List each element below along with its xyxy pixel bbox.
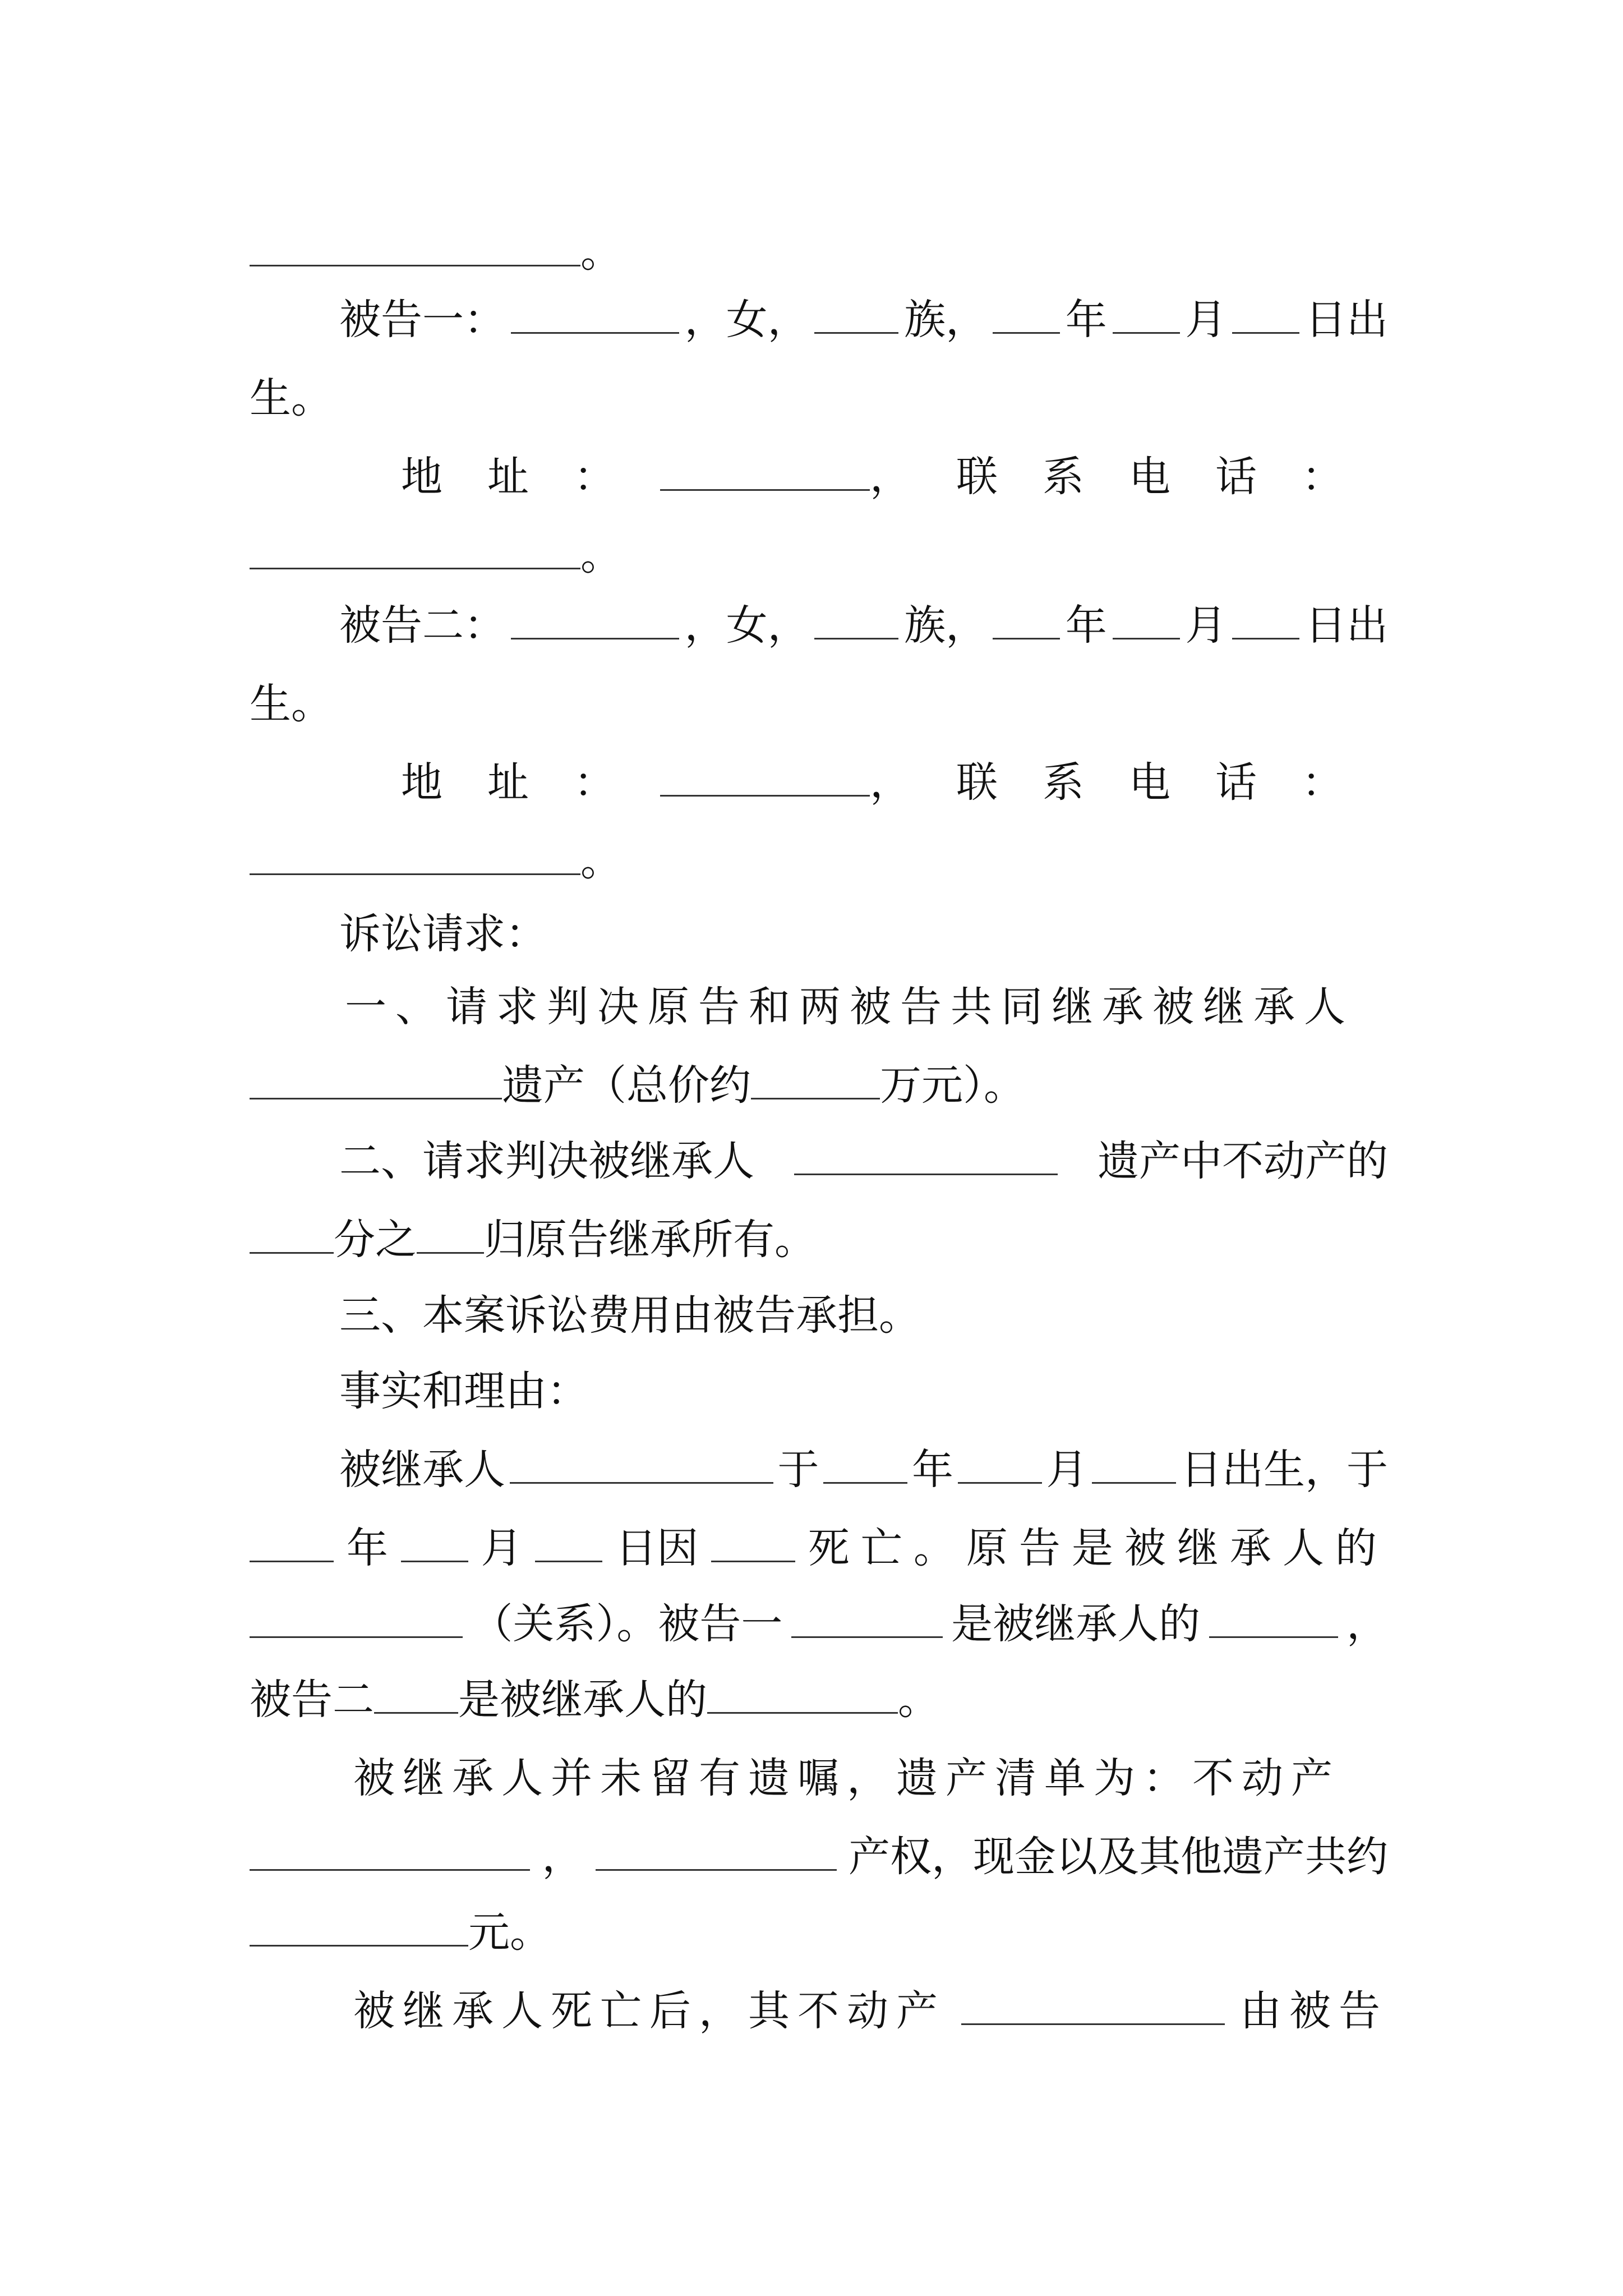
blank xyxy=(250,1899,468,1947)
line-4 xyxy=(401,443,1388,510)
text: 事实和理由： xyxy=(339,1367,588,1415)
blank xyxy=(535,1515,602,1562)
claim-1 xyxy=(345,973,1388,1041)
blank xyxy=(510,1436,773,1484)
line-19 xyxy=(250,1590,1388,1658)
text: 月 xyxy=(1046,1446,1088,1494)
text: 年 xyxy=(1065,601,1107,650)
blank xyxy=(596,1823,837,1871)
line-12 xyxy=(250,1052,1388,1119)
line-20 xyxy=(250,1666,1388,1733)
line-23 xyxy=(250,1899,1388,1966)
blank xyxy=(250,522,580,569)
blank xyxy=(250,1052,502,1099)
text: 于 xyxy=(777,1446,819,1494)
blank xyxy=(958,1436,1042,1484)
blank xyxy=(417,1206,484,1254)
label-defendant-2: 被告二： xyxy=(339,601,505,650)
line-18 xyxy=(250,1515,1388,1582)
text: 日出 xyxy=(1304,601,1388,650)
claim-3 xyxy=(339,1282,1388,1349)
label-phone: ，联系电话： xyxy=(870,758,1388,807)
text: 三、本案诉讼费用由被告承担。 xyxy=(339,1291,920,1340)
text: 分之 xyxy=(334,1216,417,1264)
text: 族， xyxy=(904,601,988,650)
blank xyxy=(961,1977,1225,2025)
blank xyxy=(993,286,1060,334)
text: 。 xyxy=(580,531,622,579)
blank xyxy=(401,1515,468,1562)
blank xyxy=(511,286,679,334)
text: 。 xyxy=(580,228,622,277)
blank xyxy=(250,1823,530,1871)
text: 被继承人并未留有遗嘱，遗产清单为：不动产 xyxy=(353,1754,1340,1802)
text: 日出 xyxy=(1304,296,1388,344)
line-7 xyxy=(250,670,1388,738)
text: 归原告继承所有。 xyxy=(484,1216,816,1264)
text: 遗产（总价约 xyxy=(502,1061,751,1110)
text: 生。 xyxy=(250,680,333,728)
text: 元。 xyxy=(468,1908,551,1957)
blank xyxy=(660,443,870,491)
blank xyxy=(711,1515,795,1562)
text: 月 xyxy=(481,1524,523,1572)
blank xyxy=(823,1436,907,1484)
blank xyxy=(814,286,898,334)
line-8 xyxy=(401,749,1388,816)
blank xyxy=(374,1666,458,1714)
blank xyxy=(1232,592,1299,639)
text: 。 xyxy=(580,837,622,885)
text: 是被继承人的 xyxy=(458,1676,707,1724)
text: 月 xyxy=(1185,296,1227,344)
line-21 xyxy=(353,1745,1388,1812)
text: 产权，现金以及其他遗产共约 xyxy=(848,1833,1388,1881)
text: 生。 xyxy=(250,374,333,422)
text: （关系）。被告一 xyxy=(471,1600,783,1648)
heading-claims xyxy=(339,900,1388,968)
line-14 xyxy=(250,1206,1388,1273)
text: ，女， xyxy=(684,296,809,344)
text: 是被继承人的 xyxy=(951,1600,1201,1648)
text: 月 xyxy=(1185,601,1227,650)
text: 由被告 xyxy=(1240,1987,1388,2035)
line-17 xyxy=(339,1436,1388,1503)
label-defendant-1: 被告一： xyxy=(339,296,505,344)
blank xyxy=(250,1206,334,1254)
text: ， xyxy=(542,1833,584,1881)
text: 年 xyxy=(1065,296,1107,344)
blank xyxy=(814,592,898,639)
claim-2 xyxy=(339,1128,1388,1195)
text: 死亡。原告是被继承人的 xyxy=(808,1524,1388,1572)
line-6 xyxy=(339,592,1388,659)
label-address: 地址： xyxy=(401,758,660,807)
text: 日出生，于 xyxy=(1181,1446,1388,1494)
text: 一、请求判决原告和两被告共同继承被继承人 xyxy=(345,983,1354,1031)
text: 被继承人 xyxy=(339,1446,505,1494)
text: 被继承人死亡后，其不动产 xyxy=(353,1987,946,2035)
blank xyxy=(250,219,580,266)
text: 年 xyxy=(912,1446,953,1494)
blank xyxy=(1092,1436,1176,1484)
text: ，女， xyxy=(684,601,809,650)
blank xyxy=(1209,1590,1338,1638)
text: 二、请求判决被继承人 xyxy=(339,1137,754,1185)
text: ， xyxy=(1346,1600,1388,1648)
blank xyxy=(511,592,679,639)
line-3 xyxy=(250,365,1388,432)
blank xyxy=(751,1052,880,1099)
text: 。 xyxy=(898,1676,939,1724)
blank xyxy=(1113,286,1180,334)
text: 诉讼请求： xyxy=(339,910,547,958)
blank xyxy=(993,592,1060,639)
line-2 xyxy=(339,286,1388,353)
line-9 xyxy=(250,827,1388,895)
blank xyxy=(1113,592,1180,639)
text: 族， xyxy=(904,296,988,344)
text: 遗产中不动产的 xyxy=(1098,1137,1388,1185)
line-5 xyxy=(250,522,1388,589)
blank xyxy=(250,827,580,875)
text: 日因 xyxy=(615,1524,699,1572)
label-phone: ，联系电话： xyxy=(870,453,1388,501)
text: 被告二 xyxy=(250,1676,374,1724)
blank xyxy=(660,749,870,797)
label-address: 地址： xyxy=(401,453,660,501)
heading-facts xyxy=(339,1358,1388,1425)
blank xyxy=(791,1590,943,1638)
line-24 xyxy=(353,1977,1388,2045)
line-22 xyxy=(250,1823,1388,1890)
text: 万元）。 xyxy=(880,1061,1025,1110)
blank xyxy=(250,1515,334,1562)
blank xyxy=(1232,286,1299,334)
text: 年 xyxy=(346,1524,388,1572)
blank xyxy=(794,1128,1058,1175)
line-1 xyxy=(250,219,1388,286)
blank xyxy=(250,1590,463,1638)
blank xyxy=(707,1666,898,1714)
